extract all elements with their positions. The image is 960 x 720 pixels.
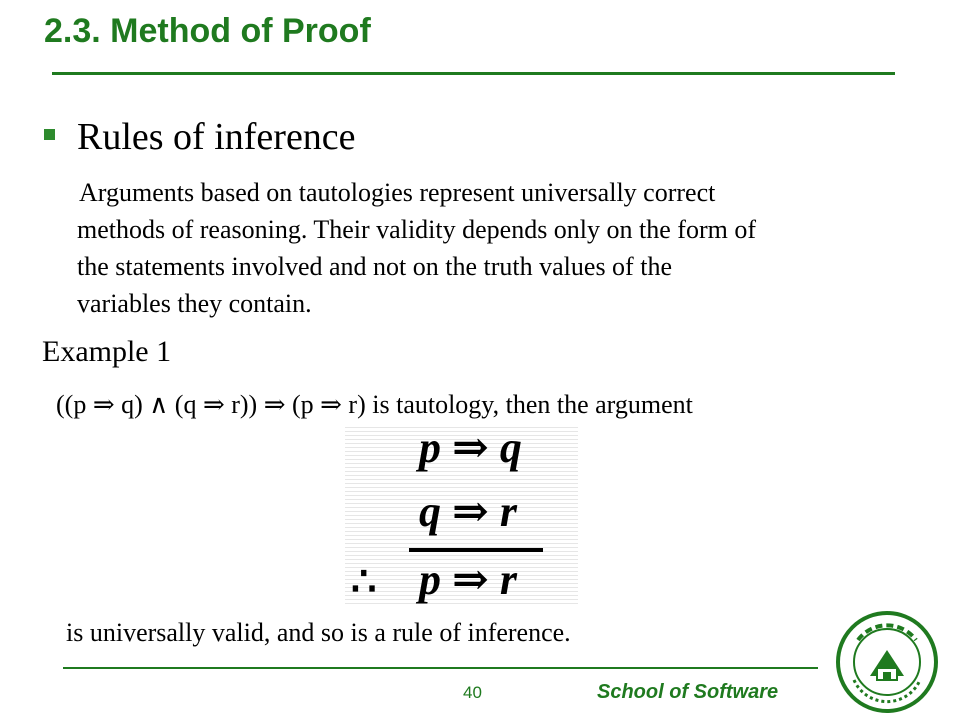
footer-divider (63, 667, 818, 669)
paragraph-line: methods of reasoning. Their validity depends only on the form of (77, 215, 756, 244)
argument-rule (409, 548, 543, 552)
premise-1: p ⇒ q (419, 423, 522, 472)
paragraph-line: the statements involved and not on the truth values of the (77, 252, 672, 281)
bullet-square-icon (44, 129, 55, 140)
argument-conclusion: p ⇒ r (419, 555, 517, 604)
page-number: 40 (463, 683, 482, 702)
school-name: School of Software (597, 681, 779, 703)
section-heading: Rules of inference (77, 116, 356, 158)
paragraph-line: variables they contain. (77, 289, 312, 318)
therefore-symbol: ∴ (351, 559, 377, 604)
tautology-formula: ((p ⇒ q) ∧ (q ⇒ r)) ⇒ (p ⇒ r) is tautology, then the argument (56, 390, 693, 419)
argument-figure (345, 424, 578, 606)
example-label: Example 1 (42, 335, 172, 368)
conclusion-text: is universally valid, and so is a rule of inference. (66, 618, 571, 647)
university-seal-logo (830, 610, 945, 715)
title-divider (52, 72, 895, 75)
paragraph-line: Arguments based on tautologies represent universally correct (79, 178, 716, 207)
premise-2: q ⇒ r (419, 487, 517, 536)
slide-title: 2.3. Method of Proof (44, 12, 371, 50)
body-paragraph (77, 174, 937, 322)
